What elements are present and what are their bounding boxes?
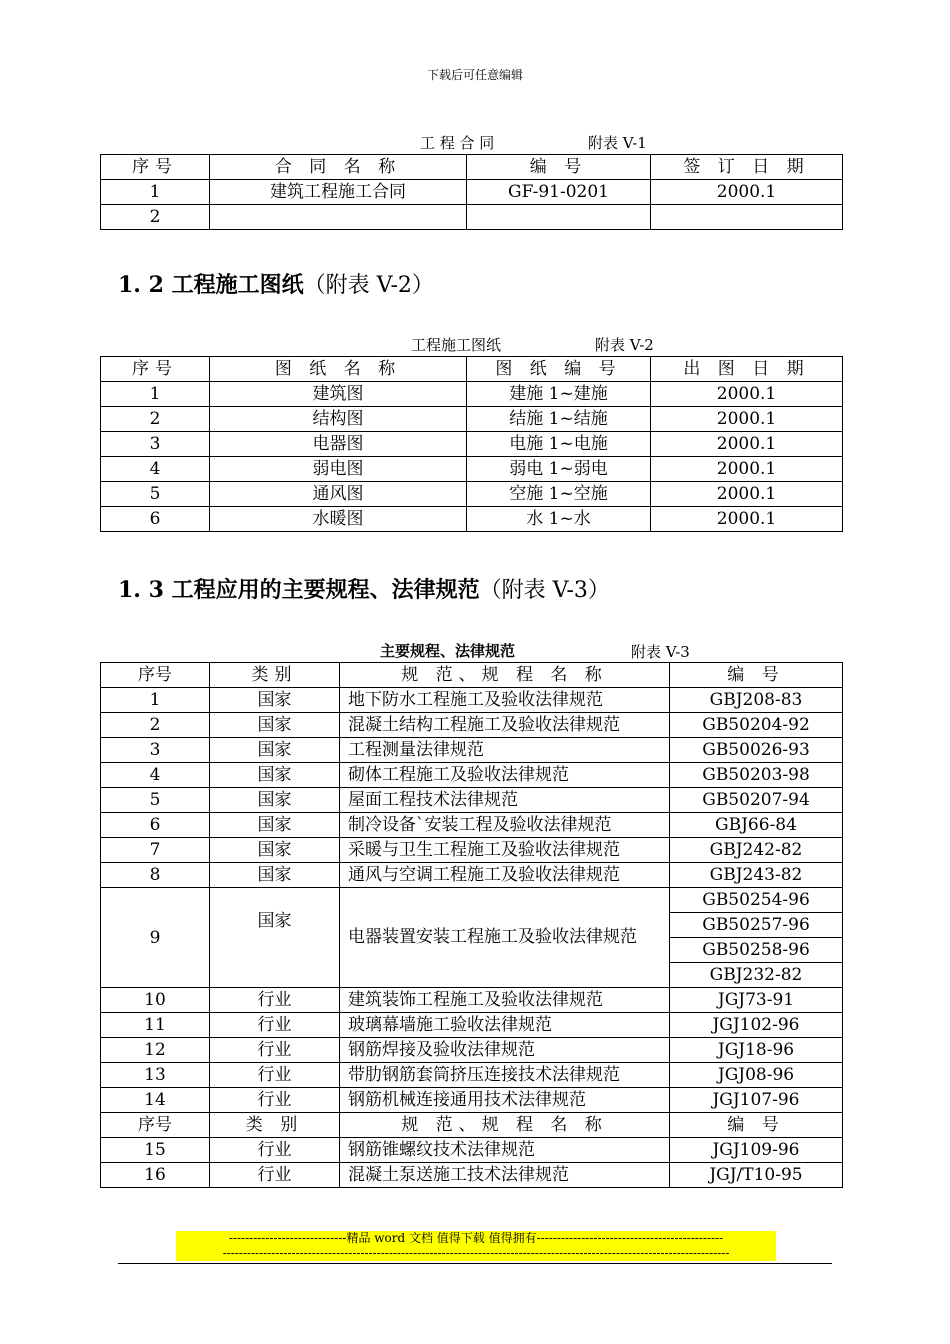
table-cell: 2000.1: [651, 507, 843, 532]
table-cell: GB50258-96: [670, 938, 843, 963]
table-cell: 行业: [210, 1038, 340, 1063]
table-cell: 1: [101, 382, 210, 407]
table-row: [101, 382, 843, 407]
table-cell: 2: [101, 407, 210, 432]
table-cell: 玻璃幕墙施工验收法律规范: [340, 1013, 670, 1038]
table3-caption-ref: 附表 V-3: [631, 643, 690, 661]
table-row: [101, 713, 843, 738]
table-row: [101, 457, 843, 482]
table-cell: 7: [101, 838, 210, 863]
column-header: 出 图 日 期: [651, 357, 843, 382]
table-row: [101, 407, 843, 432]
table-cell: GBJ243-82: [670, 863, 843, 888]
table-cell: 3: [101, 432, 210, 457]
table-cell: 通风图: [210, 482, 467, 507]
table1-caption-ref: 附表 V-1: [588, 134, 647, 152]
table-cell: 1: [101, 180, 210, 205]
table-cell: 国家: [210, 888, 340, 988]
column-header: 序号: [101, 1113, 210, 1138]
section-title-drawings: [118, 268, 434, 299]
column-header: 序号: [101, 663, 210, 688]
table-row: [101, 788, 843, 813]
table-cell: [651, 205, 843, 230]
table-cell: 2: [101, 713, 210, 738]
table-cell: 2000.1: [651, 432, 843, 457]
contract-table: [100, 154, 843, 230]
table-cell: 钢筋锥螺纹技术法律规范: [340, 1138, 670, 1163]
table-cell: JGJ08-96: [670, 1063, 843, 1088]
table-cell: 6: [101, 813, 210, 838]
table-row: [101, 180, 843, 205]
column-header: 类 别: [210, 1113, 340, 1138]
footer-dashes: -----------------------------------------------------------------------------------------------------------------------------: [176, 1246, 776, 1261]
table-cell: 建筑图: [210, 382, 467, 407]
table-cell: 钢筋机械连接通用技术法律规范: [340, 1088, 670, 1113]
table-cell: GB50026-93: [670, 738, 843, 763]
table-row: [101, 863, 843, 888]
table-row: [101, 1088, 843, 1113]
table-cell: GB50254-96: [670, 888, 843, 913]
column-header: 类别: [210, 663, 340, 688]
table-row: [101, 1038, 843, 1063]
table-cell: JGJ109-96: [670, 1138, 843, 1163]
table-cell: 行业: [210, 1013, 340, 1038]
table-row: [101, 482, 843, 507]
column-header: 编 号: [670, 1113, 843, 1138]
table-cell: 带肋钢筋套筒挤压连接技术法律规范: [340, 1063, 670, 1088]
table-cell: [210, 205, 467, 230]
table-cell: 混凝土结构工程施工及验收法律规范: [340, 713, 670, 738]
table-cell: 行业: [210, 1163, 340, 1188]
table-cell: 12: [101, 1038, 210, 1063]
table-cell: 8: [101, 863, 210, 888]
table-cell: 国家: [210, 763, 340, 788]
table-cell: 国家: [210, 838, 340, 863]
table-cell: GBJ66-84: [670, 813, 843, 838]
table-cell: 工程测量法律规范: [340, 738, 670, 763]
table-cell: 2000.1: [651, 382, 843, 407]
section-title-ref: （附表 V-2）: [303, 273, 434, 298]
table-cell: 国家: [210, 738, 340, 763]
table-cell: GB50257-96: [670, 913, 843, 938]
table-row: [101, 813, 843, 838]
drawings-table: [100, 356, 843, 532]
column-header: 合 同 名 称: [210, 155, 467, 180]
column-header: 规 范、规 程 名 称: [340, 663, 670, 688]
table-cell: 3: [101, 738, 210, 763]
table-cell: 行业: [210, 1063, 340, 1088]
table-cell: JGJ/T10-95: [670, 1163, 843, 1188]
table-header-row: [101, 663, 843, 688]
table-cell: 砌体工程施工及验收法律规范: [340, 763, 670, 788]
table-cell: 建施 1~建施: [467, 382, 651, 407]
table-cell: 屋面工程技术法律规范: [340, 788, 670, 813]
table-row: [101, 1138, 843, 1163]
section-title-text: 1. 3 工程应用的主要规程、法律规范: [118, 577, 480, 603]
table-cell: 2000.1: [651, 482, 843, 507]
table-cell: 行业: [210, 988, 340, 1013]
table2-caption-title: 工程施工图纸: [411, 336, 502, 354]
table-cell: 空施 1~空施: [467, 482, 651, 507]
table-cell: 水暖图: [210, 507, 467, 532]
table-cell: GB50204-92: [670, 713, 843, 738]
column-header: 序号: [101, 155, 210, 180]
table-cell: JGJ102-96: [670, 1013, 843, 1038]
table-cell: 结施 1~结施: [467, 407, 651, 432]
table-cell: JGJ73-91: [670, 988, 843, 1013]
table-cell: GBJ208-83: [670, 688, 843, 713]
table-cell: GB50207-94: [670, 788, 843, 813]
table-header-row: [101, 1113, 843, 1138]
table-cell: 5: [101, 788, 210, 813]
table-row: [101, 1163, 843, 1188]
section-title-ref: （附表 V-3）: [479, 578, 610, 603]
column-header: 图 纸 编 号: [467, 357, 651, 382]
table-row: [101, 507, 843, 532]
table-cell: 5: [101, 482, 210, 507]
table-cell: 1: [101, 688, 210, 713]
table-cell: 国家: [210, 713, 340, 738]
table-cell: 行业: [210, 1088, 340, 1113]
table-row: [101, 432, 843, 457]
table-cell: 国家: [210, 788, 340, 813]
table-cell: 国家: [210, 863, 340, 888]
table-cell: GB50203-98: [670, 763, 843, 788]
table-cell: GBJ232-82: [670, 963, 843, 988]
table-cell: 电器图: [210, 432, 467, 457]
table-row: [101, 688, 843, 713]
table-row: [101, 1063, 843, 1088]
table3-caption-title: 主要规程、法律规范: [380, 642, 516, 660]
table-row: [101, 738, 843, 763]
column-header: 规 范、规 程 名 称: [340, 1113, 670, 1138]
table-cell: 13: [101, 1063, 210, 1088]
table-cell: 15: [101, 1138, 210, 1163]
column-header: 编 号: [467, 155, 651, 180]
table-header-row: [101, 155, 843, 180]
table-row: [101, 988, 843, 1013]
table2-caption-ref: 附表 V-2: [595, 336, 654, 354]
table-cell: 4: [101, 457, 210, 482]
table-cell: 2000.1: [651, 180, 843, 205]
table-cell: 通风与空调工程施工及验收法律规范: [340, 863, 670, 888]
table-cell: GBJ242-82: [670, 838, 843, 863]
table-cell: 行业: [210, 1138, 340, 1163]
table-header-row: [101, 357, 843, 382]
table-cell: 电施 1~电施: [467, 432, 651, 457]
table-row: [101, 838, 843, 863]
table-cell: 采暖与卫生工程施工及验收法律规范: [340, 838, 670, 863]
table-cell: 2: [101, 205, 210, 230]
table-cell: 9: [101, 888, 210, 988]
table-cell: 建筑工程施工合同: [210, 180, 467, 205]
section-title-standards: [118, 573, 610, 604]
table-cell: 弱电 1~弱电: [467, 457, 651, 482]
column-header: 签 订 日 期: [651, 155, 843, 180]
header-note: 下载后可任意编辑: [426, 68, 523, 82]
table-cell: [467, 205, 651, 230]
footer-banner: -----------------------------精品 word 文档 值得下载 值得拥有----------------------------------------------: [176, 1231, 776, 1246]
table-cell: 4: [101, 763, 210, 788]
table-cell: 2000.1: [651, 407, 843, 432]
table-cell: 16: [101, 1163, 210, 1188]
column-header: 序号: [101, 357, 210, 382]
table-cell: 11: [101, 1013, 210, 1038]
table-cell: 国家: [210, 813, 340, 838]
table-cell: 14: [101, 1088, 210, 1113]
table-row: [101, 205, 843, 230]
table-cell: 10: [101, 988, 210, 1013]
table1-caption-title: 工 程 合 同: [420, 134, 495, 152]
table-cell: GF-91-0201: [467, 180, 651, 205]
table-cell: JGJ18-96: [670, 1038, 843, 1063]
table-row: [101, 763, 843, 788]
table-cell: 2000.1: [651, 457, 843, 482]
table-cell: 地下防水工程施工及验收法律规范: [340, 688, 670, 713]
table-cell: 6: [101, 507, 210, 532]
table-row: [101, 888, 843, 913]
footer-rule: [118, 1263, 832, 1264]
table-cell: 水 1~水: [467, 507, 651, 532]
standards-table: [100, 662, 843, 1188]
table-cell: 制冷设备`安装工程及验收法律规范: [340, 813, 670, 838]
column-header: 编 号: [670, 663, 843, 688]
table-cell: 电器装置安装工程施工及验收法律规范: [340, 888, 670, 988]
table-cell: JGJ107-96: [670, 1088, 843, 1113]
table-cell: 国家: [210, 688, 340, 713]
table-cell: 建筑装饰工程施工及验收法律规范: [340, 988, 670, 1013]
table-cell: 钢筋焊接及验收法律规范: [340, 1038, 670, 1063]
table-row: [101, 1013, 843, 1038]
table-cell: 混凝土泵送施工技术法律规范: [340, 1163, 670, 1188]
column-header: 图 纸 名 称: [210, 357, 467, 382]
table-cell: 弱电图: [210, 457, 467, 482]
table-cell: 结构图: [210, 407, 467, 432]
section-title-text: 1. 2 工程施工图纸: [118, 272, 304, 298]
